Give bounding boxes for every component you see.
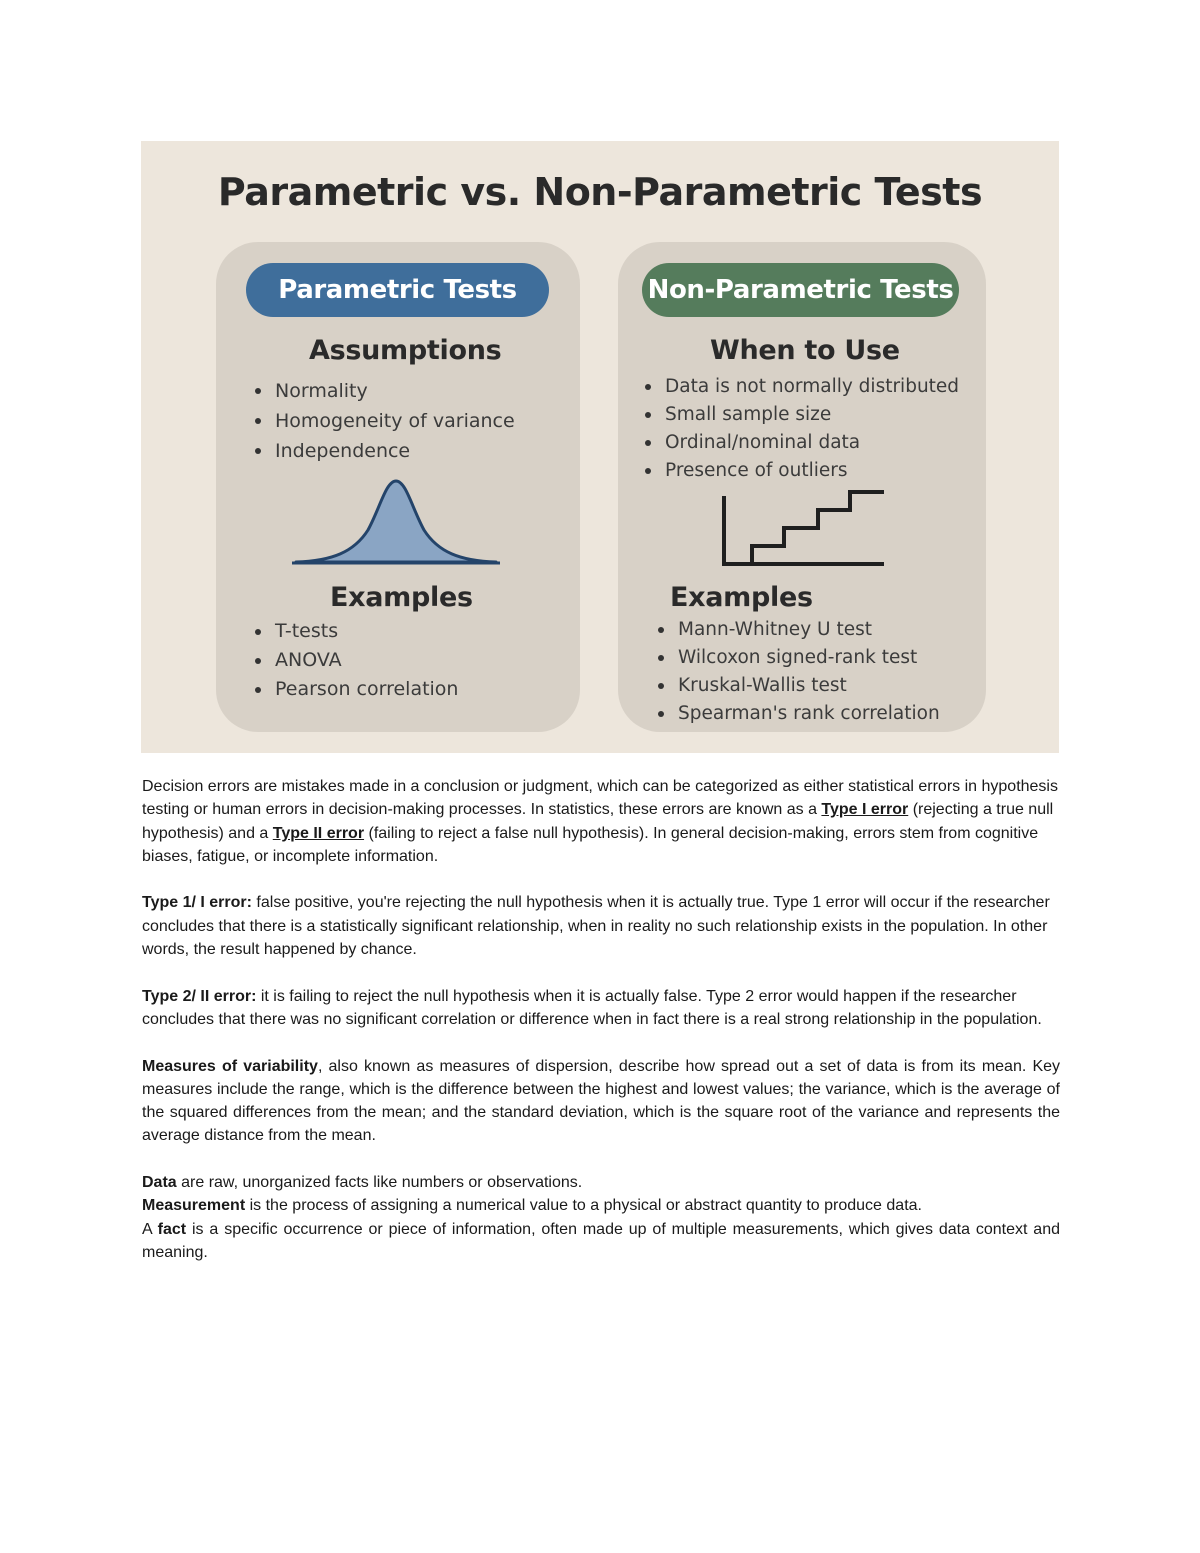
type1-paragraph: Type 1/ I error: false positive, you're rejecting the null hypothesis when it is actually true. Type 1 error will occur if the researcher concludes that there is a statistically significant relationship, when in reality no such relationship exists in the population. In other words, the result happened by chance. bbox=[142, 894, 1050, 959]
measurement-definition: Measurement is the process of assigning a numerical value to a physical or abstract quantity to produce data. bbox=[142, 1197, 922, 1215]
list-item: Kruskal-Wallis test bbox=[658, 672, 940, 700]
list-item: Normality bbox=[255, 376, 515, 406]
measurement-label: Measurement bbox=[142, 1197, 246, 1215]
list-item: Homogeneity of variance bbox=[255, 406, 515, 436]
type-ii-error-link[interactable]: Type II error bbox=[272, 824, 365, 842]
list-item: Pearson correlation bbox=[255, 675, 458, 704]
data-definition: Data are raw, unorganized facts like numbers or observations. bbox=[142, 1174, 583, 1192]
type1-label: Type 1/ I error: bbox=[142, 894, 252, 912]
list-item: Mann-Whitney U test bbox=[658, 616, 940, 644]
when-to-use-list bbox=[645, 373, 959, 485]
data-label: Data bbox=[142, 1174, 177, 1192]
type2-label: Type 2/ II error: bbox=[142, 987, 257, 1005]
nonparametric-examples-list bbox=[658, 616, 940, 728]
list-item: T-tests bbox=[255, 617, 458, 646]
variability-label: Measures of variability bbox=[142, 1057, 318, 1075]
list-item: Data is not normally distributed bbox=[645, 373, 959, 401]
list-item: Spearman's rank correlation bbox=[658, 700, 940, 728]
nonparametric-header: Non-Parametric Tests bbox=[642, 263, 959, 317]
assumptions-heading: Assumptions bbox=[309, 335, 502, 366]
list-item: Ordinal/nominal data bbox=[645, 429, 959, 457]
list-item: Independence bbox=[255, 436, 515, 466]
bell-curve-icon bbox=[292, 478, 500, 568]
fact-label: fact bbox=[157, 1220, 187, 1238]
list-item: ANOVA bbox=[255, 646, 458, 675]
type-i-error-link[interactable]: Type I error bbox=[821, 801, 909, 819]
parametric-examples-list bbox=[255, 617, 458, 704]
list-item: Small sample size bbox=[645, 401, 959, 429]
step-chart-icon bbox=[718, 488, 888, 568]
parametric-examples-heading: Examples bbox=[330, 582, 473, 613]
nonparametric-examples-heading: Examples bbox=[670, 582, 813, 613]
when-to-use-heading: When to Use bbox=[710, 335, 900, 366]
document-body bbox=[142, 775, 1060, 1264]
list-item: Presence of outliers bbox=[645, 457, 959, 485]
assumptions-list bbox=[255, 376, 515, 466]
type2-paragraph: Type 2/ II error: it is failing to reject the null hypothesis when it is actually false. Type 2 error would happen if the researcher concludes that there was no significant correlation or difference when in fact there is a real strong relationship in the population. bbox=[142, 987, 1042, 1028]
parametric-header: Parametric Tests bbox=[246, 263, 549, 317]
intro-paragraph: Decision errors are mistakes made in a conclusion or judgment, which can be categorized as either statistical errors in hypothesis testing or human errors in decision-making processes. In statistics, these errors are known as a Type I error (rejecting a true null hypothesis) and a Type II error (failing to reject a false null hypothesis). In general decision-making, errors stem from cognitive biases, fatigue, or incomplete information. bbox=[142, 778, 1058, 865]
infographic-title: Parametric vs. Non-Parametric Tests bbox=[217, 170, 983, 214]
list-item: Wilcoxon signed-rank test bbox=[658, 644, 940, 672]
fact-definition: A fact is a specific occurrence or piece of information, often made up of multiple measurements, which gives data context and meaning. bbox=[142, 1220, 1061, 1261]
variability-paragraph: Measures of variability, also known as measures of dispersion, describe how spread out a set of data is from its mean. Key measures include the range, which is the difference between the highest and lowest values; the variance, which is the average of the squared differences from the mean; and the standard deviation, which is the square root of the variance and represents the average distance from the mean. bbox=[142, 1057, 1061, 1145]
